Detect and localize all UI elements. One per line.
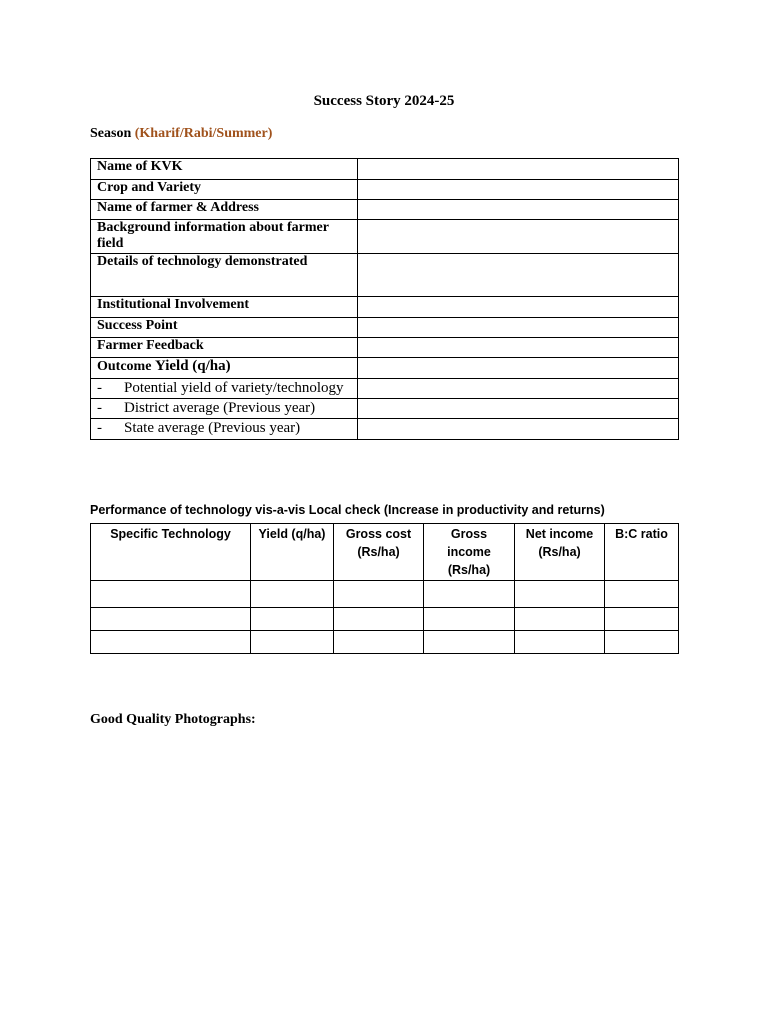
value-cell[interactable]: [358, 419, 679, 440]
header-yield: Yield (q/ha): [251, 524, 334, 581]
table-cell[interactable]: [605, 631, 679, 654]
outcome-item-state: [91, 419, 358, 440]
table-cell[interactable]: [91, 631, 251, 654]
table-cell[interactable]: [251, 631, 334, 654]
season-options: (Kharif/Rabi/Summer): [134, 126, 273, 141]
row-label-kvk: Name of KVK: [91, 159, 358, 180]
table-cell[interactable]: [515, 608, 605, 631]
header-net-income: Net income (Rs/ha): [515, 524, 605, 581]
row-label-technology: Details of technology demonstrated: [91, 254, 358, 297]
table-cell[interactable]: [424, 581, 515, 608]
outcome-item-text: State average (Previous year): [124, 420, 301, 436]
row-label-farmer: Name of farmer & Address: [91, 200, 358, 220]
outcome-label: Outcome: [97, 359, 152, 374]
bullet-dash: -: [97, 400, 102, 416]
table-cell[interactable]: [251, 608, 334, 631]
row-label-background: Background information about farmer field: [91, 220, 358, 254]
table-cell[interactable]: [515, 581, 605, 608]
season-line: [90, 126, 272, 142]
performance-table: [90, 523, 679, 654]
details-table: [90, 158, 679, 440]
row-label-outcome: [91, 358, 358, 379]
value-cell[interactable]: [358, 297, 679, 318]
photos-label: Good Quality Photographs:: [90, 712, 256, 727]
bullet-dash: -: [97, 380, 102, 396]
outcome-item-text: Potential yield of variety/technology: [124, 380, 344, 396]
table-cell[interactable]: [91, 608, 251, 631]
table-cell[interactable]: [91, 581, 251, 608]
bullet-dash: -: [97, 420, 102, 436]
value-cell[interactable]: [358, 220, 679, 254]
outcome-item-district: [91, 399, 358, 419]
season-label: Season: [90, 126, 132, 141]
value-cell[interactable]: [358, 180, 679, 200]
header-gross-cost: Gross cost (Rs/ha): [334, 524, 424, 581]
header-gross-income: Gross income (Rs/ha): [424, 524, 515, 581]
table-cell[interactable]: [251, 581, 334, 608]
table-cell[interactable]: [605, 581, 679, 608]
table-cell[interactable]: [334, 608, 424, 631]
outcome-unit: Yield (q/ha): [154, 358, 231, 374]
page-title: Success Story 2024-25: [313, 93, 455, 109]
row-label-feedback: Farmer Feedback: [91, 338, 358, 358]
outcome-item-potential: [91, 379, 358, 399]
value-cell[interactable]: [358, 358, 679, 379]
table-cell[interactable]: [605, 608, 679, 631]
value-cell[interactable]: [358, 399, 679, 419]
value-cell[interactable]: [358, 200, 679, 220]
table-row: [91, 581, 679, 608]
value-cell[interactable]: [358, 318, 679, 338]
performance-caption: Performance of technology vis-a-vis Local check (Increase in productivity and returns): [90, 503, 605, 517]
header-bc-ratio: B:C ratio: [605, 524, 679, 581]
table-cell[interactable]: [334, 631, 424, 654]
table-row: [91, 608, 679, 631]
table-cell[interactable]: [424, 608, 515, 631]
row-label-crop: Crop and Variety: [91, 180, 358, 200]
header-specific-technology: Specific Technology: [91, 524, 251, 581]
value-cell[interactable]: [358, 254, 679, 297]
outcome-item-text: District average (Previous year): [124, 400, 316, 416]
table-cell[interactable]: [515, 631, 605, 654]
value-cell[interactable]: [358, 159, 679, 180]
value-cell[interactable]: [358, 338, 679, 358]
table-cell[interactable]: [424, 631, 515, 654]
value-cell[interactable]: [358, 379, 679, 399]
row-label-success: Success Point: [91, 318, 358, 338]
table-row: [91, 631, 679, 654]
row-label-institutional: Institutional Involvement: [91, 297, 358, 318]
table-cell[interactable]: [334, 581, 424, 608]
